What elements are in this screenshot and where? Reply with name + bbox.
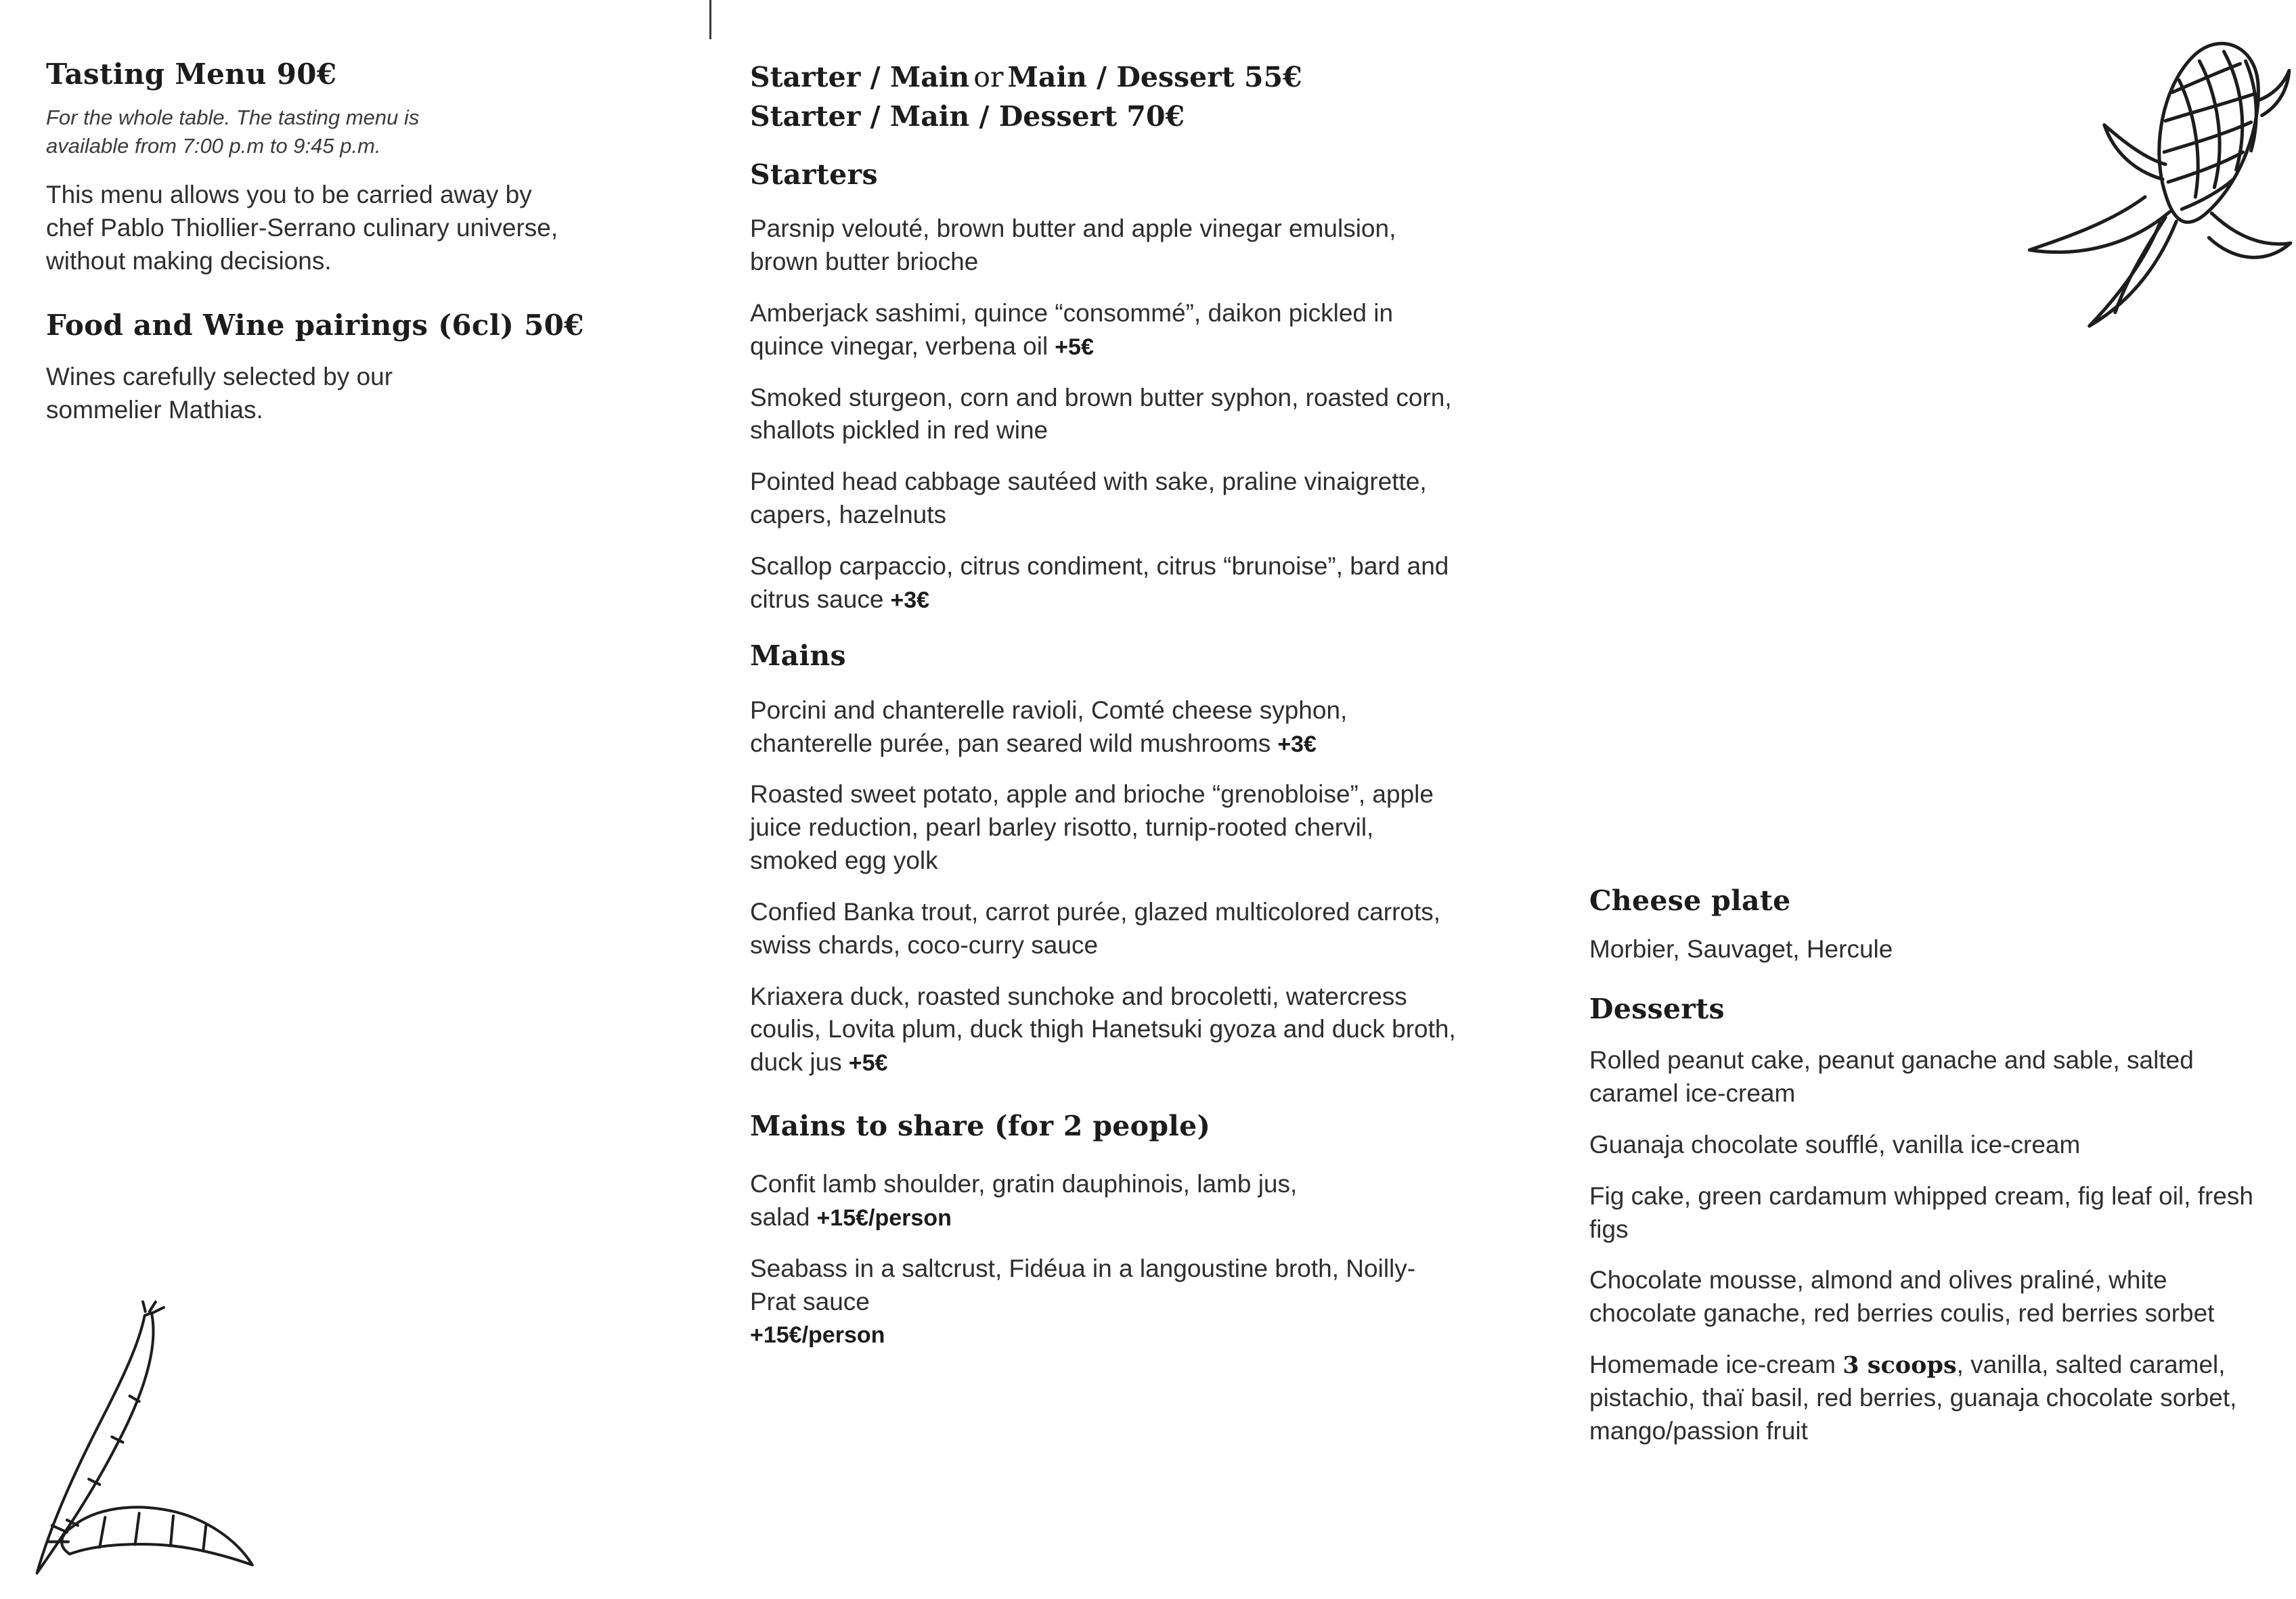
formula-line-1	[750, 60, 1457, 95]
wine-pairing-title: Food and Wine pairings (6cl) 50€	[46, 308, 584, 342]
menu-item-dessert: Chocolate mousse, almond and olives praliné, white chocolate ganache, red berries coulis, red berries sorbet	[1589, 1266, 2215, 1328]
scoops-count: 3 scoops	[1842, 1351, 1957, 1380]
tasting-menu-note: For the whole table. The tasting menu is available from 7:00 p.m to 9:45 p.m.	[46, 105, 420, 158]
menu-item-starter	[750, 382, 1457, 448]
item-text: Confit lamb shoulder, gratin dauphinois, lamb jus, salad	[750, 1170, 1298, 1232]
parsnips-illustration	[9, 1301, 337, 1597]
menu-item-main	[750, 694, 1457, 761]
item-text: Scallop carpaccio, citrus condiment, citrus “brunoise”, bard and citrus sauce	[750, 551, 1449, 613]
item-price: +3€	[1277, 731, 1317, 757]
wine-pairing-description: Wines carefully selected by our sommelier Mathias.	[46, 363, 393, 424]
item-text: Parsnip velouté, brown butter and apple vinegar emulsion, brown butter brioche	[750, 215, 1396, 276]
menu-item-dessert-icecream	[1589, 1349, 2276, 1447]
menu-item-main	[750, 896, 1457, 962]
menu-item-share	[750, 1168, 1457, 1234]
cheese-plate-items: Morbier, Sauvaget, Hercule	[1589, 935, 1893, 964]
item-text: Pointed head cabbage sautéed with sake, praline vinaigrette, capers, hazelnuts	[750, 468, 1427, 528]
mains-heading: Mains	[750, 639, 846, 673]
right-column	[1589, 884, 2276, 1466]
left-column	[46, 57, 588, 427]
item-text: Porcini and chanterelle ravioli, Comté cheese syphon, chanterelle purée, pan seared wild mushrooms	[750, 696, 1348, 757]
item-price: +5€	[848, 1050, 888, 1077]
item-price: +15€/person	[750, 1322, 885, 1348]
fold-mark	[709, 0, 711, 39]
center-column	[750, 60, 1457, 1368]
menu-item-starter	[750, 212, 1457, 279]
menu-item-starter	[750, 550, 1457, 616]
menu-item-starter	[750, 297, 1457, 363]
tasting-menu-title: Tasting Menu 90€	[46, 58, 337, 91]
item-price: +3€	[890, 587, 930, 613]
item-text: Amberjack sashimi, quince “consommé”, daikon pickled in quince vinegar, verbena oil	[750, 298, 1394, 360]
formula-or: or	[973, 61, 1004, 93]
menu-item-starter	[750, 466, 1457, 532]
tasting-menu-description: This menu allows you to be carried away by chef Pablo Thiollier-Serrano culinary universe, without making decisions.	[46, 181, 558, 275]
item-text: Confied Banka trout, carrot purée, glazed multicolored carrots, swiss chards, coco-curry sauce	[750, 897, 1441, 959]
menu-item-share	[750, 1253, 1457, 1351]
menu-item-main	[750, 981, 1457, 1079]
starters-heading: Starters	[750, 158, 878, 191]
item-text: Roasted sweet potato, apple and brioche “grenobloise”, apple juice reduction, pearl barley risotto, turnip-rooted chervil, smoked egg yolk	[750, 780, 1434, 875]
menu-item-main	[750, 778, 1457, 877]
corn-icon	[1987, 19, 2293, 365]
item-price: +15€/person	[816, 1205, 952, 1232]
item-text: Smoked sturgeon, corn and brown butter syphon, roasted corn, shallots pickled in red wine	[750, 383, 1452, 445]
menu-item-dessert: Rolled peanut cake, peanut ganache and sable, salted caramel ice-cream	[1589, 1046, 2194, 1108]
formula-option-b: Main / Dessert 55€	[1007, 61, 1302, 93]
item-text: Homemade ice-cream	[1589, 1351, 1843, 1379]
item-price: +5€	[1055, 334, 1094, 360]
item-text: Seabass in a saltcrust, Fidéua in a langoustine broth, Noilly-Prat sauce	[750, 1254, 1416, 1315]
desserts-heading: Desserts	[1589, 993, 1725, 1026]
menu-item-dessert: Fig cake, green cardamum whipped cream, fig leaf oil, fresh figs	[1589, 1181, 2253, 1243]
mains-to-share-heading: Mains to share (for 2 people)	[750, 1110, 1211, 1142]
corn-illustration	[1987, 19, 2293, 365]
menu-item-dessert: Guanaja chocolate soufflé, vanilla ice-cream	[1589, 1130, 2081, 1158]
item-text: , vanilla, salted caramel, pistachio, thaï basil, red berries, guanaja chocolate sorbet, mango/passion fruit	[1589, 1351, 2237, 1445]
parsnips-icon	[9, 1301, 337, 1597]
formula-option-a: Starter / Main	[750, 61, 970, 93]
cheese-plate-heading: Cheese plate	[1589, 884, 1791, 917]
item-text: Kriaxera duck, roasted sunchoke and brocoletti, watercress coulis, Lovita plum, duck thigh Hanetsuki gyoza and duck broth, duck jus	[750, 982, 1456, 1077]
formula-line-2: Starter / Main / Dessert 70€	[750, 100, 1185, 133]
